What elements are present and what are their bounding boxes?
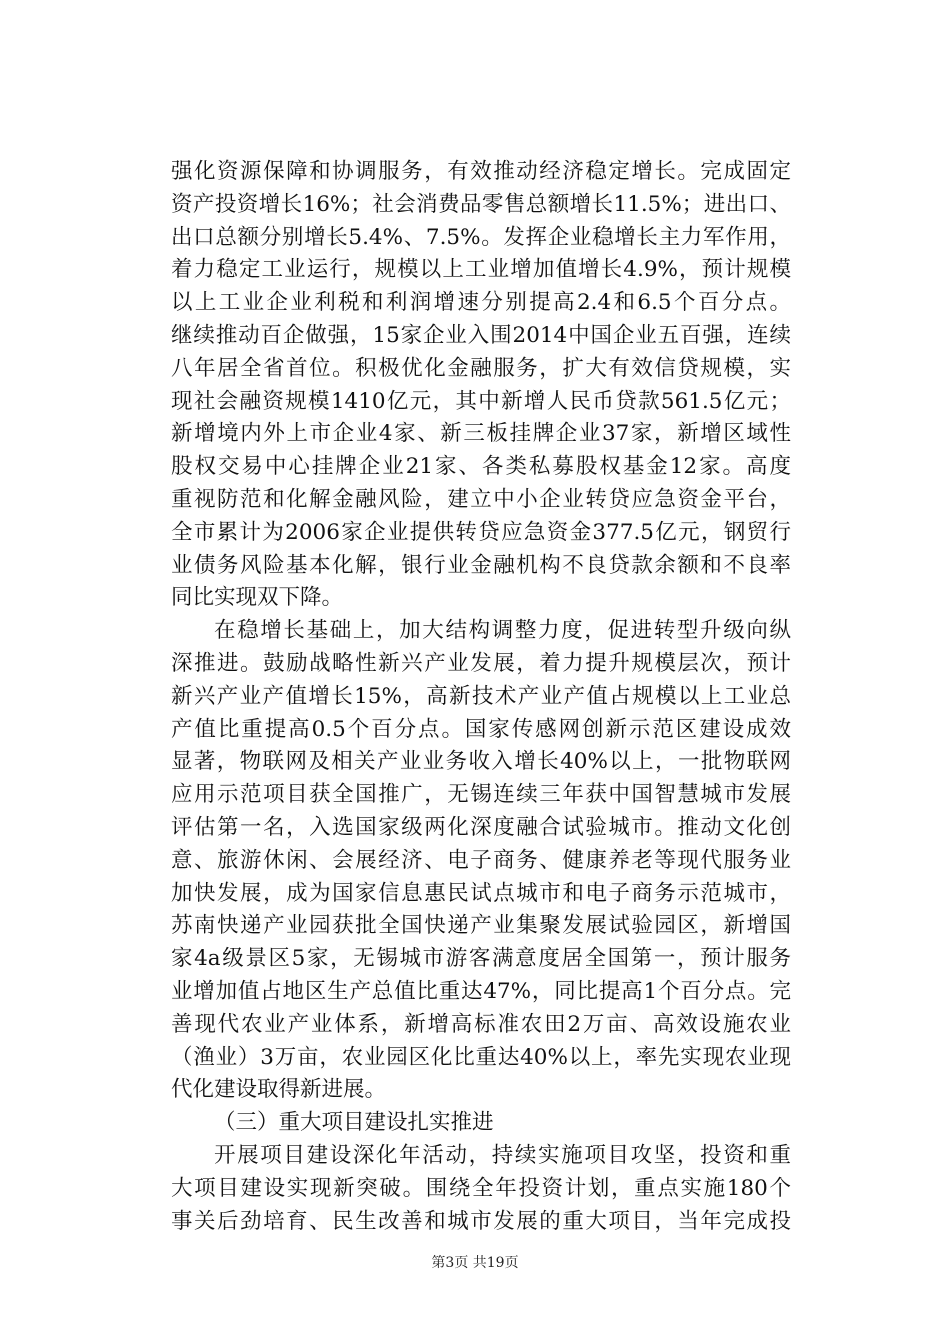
text-line: 意、旅游休闲、会展经济、电子商务、健康养老等现代服务业 (171, 847, 791, 873)
paragraph-first-line: 开展项目建设深化年活动，持续实施项目攻坚，投资和重 (214, 1142, 791, 1168)
text-line: 资产投资增长16%；社会消费品零售总额增长11.5%；进出口、 (171, 191, 791, 217)
text-line: 继续推动百企做强，15家企业入围2014中国企业五百强，连续 (171, 322, 791, 348)
text-line: 以上工业企业利税和利润增速分别提高2.4和6.5个百分点。 (171, 290, 791, 316)
text-line: 出口总额分别增长5.4%、7.5%。发挥企业稳增长主力军作用， (171, 224, 791, 250)
text-line: 同比实现双下降。 (171, 585, 344, 611)
text-line: 全市累计为2006家企业提供转贷应急资金377.5亿元，钢贸行 (171, 519, 791, 545)
text-line: 重视防范和化解金融风险，建立中小企业转贷应急资金平台， (171, 486, 791, 512)
text-line: 现社会融资规模1410亿元，其中新增人民币贷款561.5亿元； (171, 388, 791, 414)
text-line: 业增加值占地区生产总值比重达47%，同比提高1个百分点。完 (171, 978, 791, 1004)
document-body (171, 156, 791, 1238)
section-heading: （三）重大项目建设扎实推进 (214, 1110, 494, 1136)
text-line: 评估第一名，入选国家级两化深度融合试验城市。推动文化创 (171, 814, 791, 840)
text-line: 事关后劲培育、民生改善和城市发展的重大项目，当年完成投 (171, 1208, 791, 1234)
text-line: 新增境内外上市企业4家、新三板挂牌企业37家，新增区域性 (171, 421, 791, 447)
text-line: 显著，物联网及相关产业业务收入增长40%以上，一批物联网 (171, 749, 791, 775)
text-line: 新兴产业产值增长15%，高新技术产业产值占规模以上工业总 (171, 683, 791, 709)
text-line: 强化资源保障和协调服务，有效推动经济稳定增长。完成固定 (171, 159, 791, 184)
text-line: 股权交易中心挂牌企业21家、各类私募股权基金12家。高度 (171, 454, 791, 480)
text-line: 八年居全省首位。积极优化金融服务，扩大有效信贷规模，实 (171, 355, 791, 381)
text-line: 产值比重提高0.5个百分点。国家传感网创新示范区建设成效 (171, 716, 791, 742)
text-line: 家4a级景区5家，无锡城市游客满意度居全国第一，预计服务 (171, 946, 791, 972)
text-line: 加快发展，成为国家信息惠民试点城市和电子商务示范城市， (171, 880, 791, 906)
text-line: 善现代农业产业体系，新增高标准农田2万亩、高效设施农业 (171, 1011, 791, 1037)
text-line: 大项目建设实现新突破。围绕全年投资计划，重点实施180个 (171, 1175, 791, 1201)
text-line: （渔业）3万亩，农业园区化比重达40%以上，率先实现农业现 (171, 1044, 791, 1070)
text-line: 着力稳定工业运行，规模以上工业增加值增长4.9%，预计规模 (171, 257, 791, 283)
text-line: 应用示范项目获全国推广，无锡连续三年获中国智慧城市发展 (171, 782, 791, 808)
text-line: 业债务风险基本化解，银行业金融机构不良贷款余额和不良率 (171, 552, 791, 578)
text-line: 代化建设取得新进展。 (171, 1077, 387, 1103)
paragraph-first-line: 在稳增长基础上，加大结构调整力度，促进转型升级向纵 (214, 618, 791, 644)
text-line: 苏南快递产业园获批全国快递产业集聚发展试验园区，新增国 (171, 913, 791, 939)
text-line: 深推进。鼓励战略性新兴产业发展，着力提升规模层次，预计 (171, 650, 791, 676)
page-number-footer: 第3页 共19页 (431, 1255, 519, 1271)
